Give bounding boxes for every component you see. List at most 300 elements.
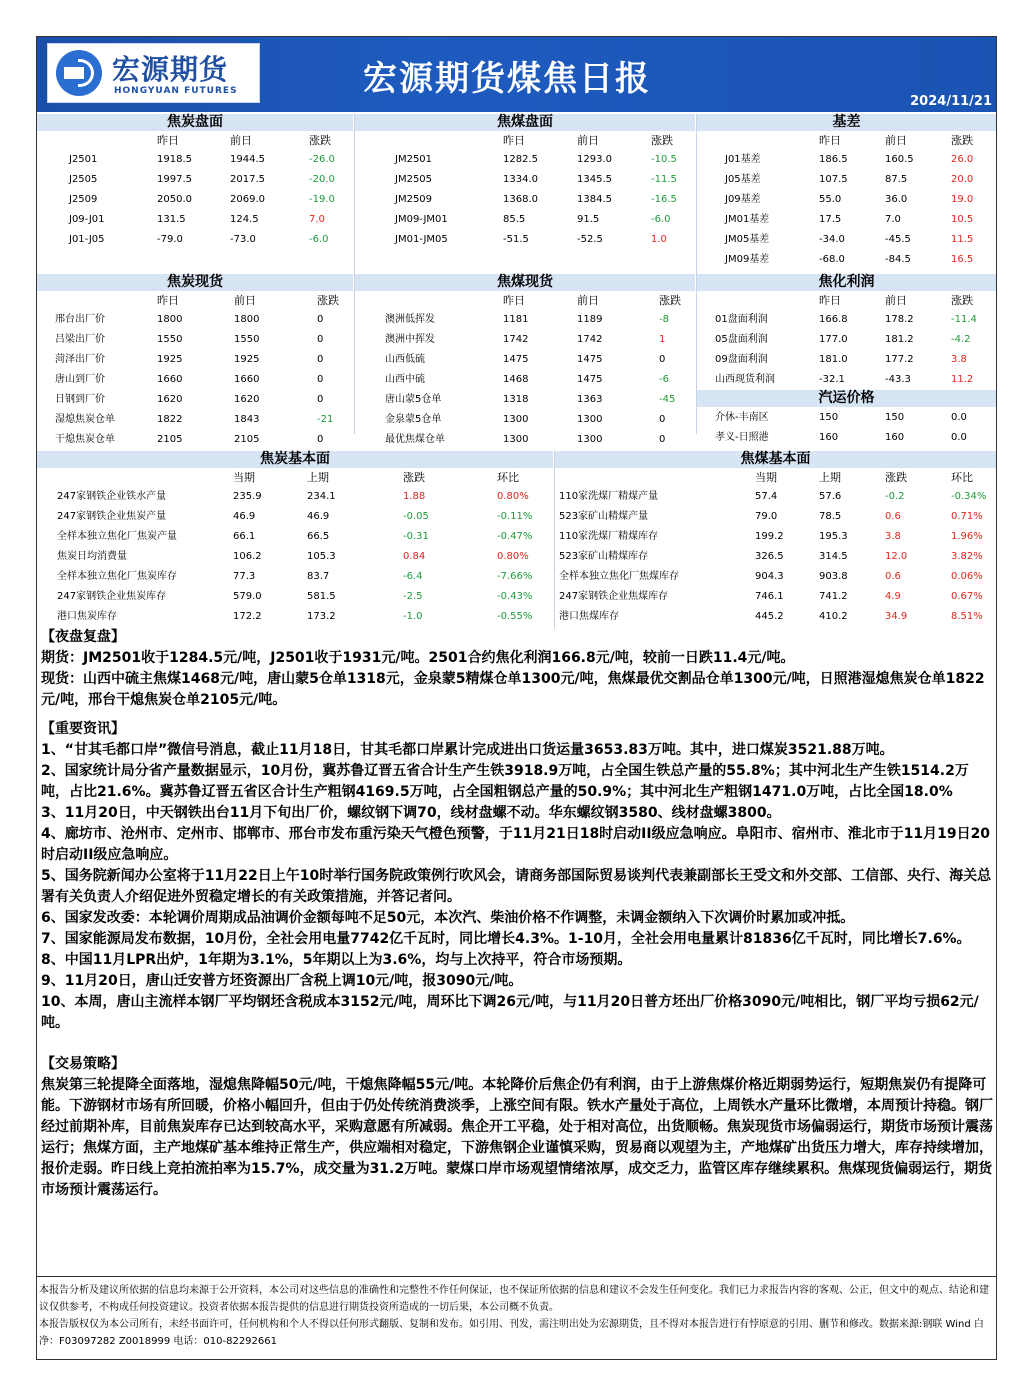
- current-value: 1282.5: [503, 154, 538, 165]
- news-item: 8、中国11月LPR出炉，1年期为3.1%，5年期以上为3.6%，均与上次持平，符合市场预期。: [41, 952, 632, 968]
- percent-change: 8.51%: [951, 611, 983, 622]
- previous-value: 1363: [577, 394, 603, 405]
- news-item: 9、11月20日，唐山迁安普方坯资源出厂含税上调10元/吨，报3090元/吨。: [41, 973, 523, 989]
- current-value: 131.5: [157, 214, 186, 225]
- freight-title: 汽运价格: [697, 390, 996, 408]
- column-header-row: [697, 292, 996, 310]
- previous-value: 36.0: [885, 194, 908, 205]
- previous-value: 1742: [577, 334, 603, 345]
- table-row: [697, 310, 996, 330]
- current-value: -32.1: [819, 374, 845, 385]
- current-value: 1368.0: [503, 194, 538, 205]
- current-value: 235.9: [233, 491, 262, 502]
- news-item: 5、国务院新闻办公室将于11月22日上午10时举行国务院政策例行吹风会，请商务部国际贸易谈判代表兼副部长王受文和外交部、工信部、央行、海关总署有关负责人介绍促进外贸稳定增长的有关政策措施，并答记者问。: [41, 868, 992, 905]
- table-row: [697, 170, 996, 190]
- previous-value: 195.3: [819, 531, 848, 542]
- percent-change: 3.82%: [951, 551, 983, 562]
- current-value: 2105: [157, 434, 183, 445]
- current-value: 46.9: [233, 511, 256, 522]
- row-label: 邢台出厂价: [55, 314, 105, 325]
- column-header: 前日: [577, 134, 599, 147]
- column-header-row: [37, 292, 353, 310]
- table-row: [355, 190, 695, 210]
- previous-value: -52.5: [577, 234, 603, 245]
- row-label: 孝义-日照港: [715, 432, 769, 443]
- row-label: 焦炭日均消费量: [57, 551, 127, 562]
- row-label: 金泉蒙5仓单: [385, 414, 442, 425]
- news-item: 7、国家能源局发布数据，10月份，全社会用电量7742亿千瓦时，同比增长4.3%。1-10月，全社会用电量累计81836亿千瓦时，同比增长7.6%。: [41, 931, 971, 947]
- previous-value: 903.8: [819, 571, 848, 582]
- change-value: 0: [317, 374, 324, 385]
- table-row: [37, 210, 353, 230]
- strategy-title: 【交易策略】: [41, 1056, 125, 1072]
- previous-value: 160: [885, 432, 905, 443]
- column-header-row: [355, 132, 695, 150]
- change-value: -6.0: [309, 234, 329, 245]
- table-row: [355, 410, 695, 430]
- row-label: 全样本独立焦化厂焦炭库存: [57, 571, 177, 582]
- row-label: 菏泽出厂价: [55, 354, 105, 365]
- row-label: J05基差: [725, 174, 761, 185]
- row-label: 唐山到厂价: [55, 374, 105, 385]
- current-value: 1334.0: [503, 174, 538, 185]
- row-label: 港口焦炭库存: [57, 611, 117, 622]
- row-label: 110家洗煤厂精煤库存: [559, 531, 659, 542]
- change-value: 3.8: [951, 354, 967, 365]
- row-label: 最优焦煤仓单: [385, 434, 445, 445]
- column-header-row: [37, 469, 553, 487]
- table-row: [555, 607, 996, 627]
- change-value: 0: [317, 334, 324, 345]
- previous-value: 7.0: [885, 214, 901, 225]
- change-value: -8: [659, 314, 669, 325]
- table-row: [37, 150, 353, 170]
- previous-value: 581.5: [307, 591, 336, 602]
- column-header: 昨日: [819, 134, 841, 147]
- percent-change: 1.96%: [951, 531, 983, 542]
- previous-value: 173.2: [307, 611, 336, 622]
- row-label: JM2505: [395, 174, 433, 185]
- table-row: [697, 210, 996, 230]
- current-value: 107.5: [819, 174, 848, 185]
- column-divider: [354, 114, 355, 434]
- logo-text-en: HONGYUAN FUTURES: [114, 86, 238, 96]
- row-label: 山西中硫: [385, 374, 425, 385]
- column-header: 前日: [885, 134, 907, 147]
- table-row: [37, 370, 353, 390]
- column-header: 涨跌: [309, 134, 331, 147]
- change-value: -6.0: [651, 214, 671, 225]
- column-header: 上期: [307, 471, 329, 484]
- current-value: 177.0: [819, 334, 848, 345]
- table-row: [697, 330, 996, 350]
- percent-change: 0.71%: [951, 511, 983, 522]
- previous-value: 234.1: [307, 491, 336, 502]
- row-label: J09-J01: [69, 214, 105, 225]
- night-review-futures: 期货：JM2501收于1284.5元/吨，J2501收于1931元/吨。2501合约焦化利润166.8元/吨，较前一日跌11.4元/吨。: [41, 650, 795, 666]
- news-item: 10、本周，唐山主流样本钢厂平均钢坯含税成本3152元/吨，周环比下调26元/吨，与11月20日普方坯出厂价格3090元/吨相比，钢厂平均亏损62元/吨。: [41, 994, 979, 1031]
- coke-spot-panel: [37, 274, 353, 450]
- percent-change: -0.11%: [497, 511, 533, 522]
- current-value: -51.5: [503, 234, 529, 245]
- previous-value: 66.5: [307, 531, 330, 542]
- coke-fund-panel: [37, 451, 553, 627]
- column-header: 涨跌: [659, 294, 681, 307]
- row-label: 247家钢铁企业焦炭产量: [57, 511, 167, 522]
- table-row: [697, 350, 996, 370]
- percent-change: 0.06%: [951, 571, 983, 582]
- news-item: 6、国家发改委：本轮调价周期成品油调价金额每吨不足50元，本次汽、柴油价格不作调整，未调金额纳入下次调价时累加或冲抵。: [41, 910, 855, 926]
- table-row: [555, 547, 996, 567]
- coking-profit-title: 焦化利润: [697, 274, 996, 292]
- current-value: -68.0: [819, 254, 845, 265]
- column-header: 昨日: [819, 294, 841, 307]
- row-label: J2509: [69, 194, 98, 205]
- table-row: [37, 567, 553, 587]
- current-value: 55.0: [819, 194, 842, 205]
- change-value: 0: [659, 414, 666, 425]
- previous-value: 150: [885, 412, 905, 423]
- current-value: 57.4: [755, 491, 778, 502]
- table-row: [697, 190, 996, 210]
- row-label: 247家钢铁企业铁水产量: [57, 491, 167, 502]
- previous-value: 1345.5: [577, 174, 612, 185]
- change-value: -6.4: [403, 571, 423, 582]
- column-header: 涨跌: [951, 134, 973, 147]
- coal-futures-panel: [355, 114, 695, 250]
- current-value: 160: [819, 432, 839, 443]
- table-row: [37, 190, 353, 210]
- row-label: 247家钢铁企业焦炭库存: [57, 591, 167, 602]
- table-row: [355, 390, 695, 410]
- table-row: [697, 150, 996, 170]
- current-value: 1620: [157, 394, 183, 405]
- change-value: 0: [659, 354, 666, 365]
- row-label: 523家矿山精煤库存: [559, 551, 649, 562]
- news-item: 4、廊坊市、沧州市、定州市、邯郸市、邢台市发布重污染天气橙色预警，于11月21日18时启动II级应急响应。阜阳市、宿州市、淮北市于11月19日20时启动II级应急响应。: [41, 826, 991, 863]
- current-value: 199.2: [755, 531, 784, 542]
- table-row: [697, 428, 996, 448]
- change-value: 26.0: [951, 154, 974, 165]
- current-value: 66.1: [233, 531, 256, 542]
- row-label: J01基差: [725, 154, 761, 165]
- previous-value: -45.5: [885, 234, 911, 245]
- disclaimer-text: 本报告分析及建议所依据的信息均来源于公开资料，本公司对这些信息的准确性和完整性不作任何保证，也不保证所依据的信息和建议不会发生任何变化。我们已力求报告内容的客观、公正，但文中的观点、结论和建议仅供参考，不构成任何投资建议。投资者依据本报告提供的信息进行期货投资所造成的一切后果，本公司概不负责。: [39, 1285, 989, 1313]
- row-label: JM01-JM05: [395, 234, 448, 245]
- percent-change: 0.67%: [951, 591, 983, 602]
- row-label: JM05基差: [725, 234, 770, 245]
- column-divider: [554, 451, 555, 629]
- table-row: [355, 170, 695, 190]
- change-value: 3.8: [885, 531, 901, 542]
- column-header: 昨日: [157, 134, 179, 147]
- row-label: 05盘面利润: [715, 334, 768, 345]
- row-label: 湿熄焦炭仓单: [55, 414, 115, 425]
- previous-value: 1843: [234, 414, 260, 425]
- change-value: -4.2: [951, 334, 971, 345]
- change-value: 16.5: [951, 254, 974, 265]
- change-value: -45: [659, 394, 676, 405]
- previous-value: 57.6: [819, 491, 842, 502]
- table-row: [555, 507, 996, 527]
- current-value: 166.8: [819, 314, 848, 325]
- percent-change: -0.47%: [497, 531, 533, 542]
- change-value: 34.9: [885, 611, 908, 622]
- current-value: 326.5: [755, 551, 784, 562]
- table-row: [37, 230, 353, 250]
- column-header-row: [37, 132, 353, 150]
- previous-value: 1550: [234, 334, 260, 345]
- table-row: [555, 587, 996, 607]
- table-row: [37, 547, 553, 567]
- change-value: 0.0: [951, 432, 967, 443]
- previous-value: 1475: [577, 374, 603, 385]
- column-header-row: [697, 132, 996, 150]
- current-value: 445.2: [755, 611, 784, 622]
- table-row: [555, 527, 996, 547]
- column-header: 上期: [819, 471, 841, 484]
- change-value: 0: [659, 434, 666, 445]
- current-value: 1300: [503, 434, 529, 445]
- report-title: 宏源期货煤焦日报: [363, 59, 651, 99]
- table-row: [355, 150, 695, 170]
- previous-value: 46.9: [307, 511, 330, 522]
- table-row: [555, 567, 996, 587]
- coke-spot-title: 焦炭现货: [37, 274, 353, 292]
- row-label: JM09基差: [725, 254, 770, 265]
- table-row: [37, 330, 353, 350]
- previous-value: 2105: [234, 434, 260, 445]
- change-value: -16.5: [651, 194, 677, 205]
- news-item: 1、“甘其毛都口岸”微信号消息，截止11月18日，甘其毛都口岸累计完成进出口货运量3653.83万吨。其中，进口煤炭3521.88万吨。: [41, 742, 894, 758]
- row-label: 01盘面利润: [715, 314, 768, 325]
- previous-value: 91.5: [577, 214, 600, 225]
- change-value: -21: [317, 414, 334, 425]
- change-value: -11.4: [951, 314, 977, 325]
- current-value: 904.3: [755, 571, 784, 582]
- change-value: -0.05: [403, 511, 429, 522]
- column-header: 涨跌: [885, 471, 907, 484]
- change-value: -6: [659, 374, 669, 385]
- percent-change: 0.80%: [497, 491, 529, 502]
- night-review-spot: 现货：山西中硫主焦煤1468元/吨，唐山蒙5仓单1318元，金泉蒙5精煤仓单1300元/吨，焦煤最优交割品仓单1300元/吨，日照港湿熄焦炭仓单1822元/吨，邢台干熄焦炭仓单2105元/吨。: [41, 671, 985, 708]
- change-value: 20.0: [951, 174, 974, 185]
- night-review-title: 【夜盘复盘】: [41, 629, 125, 645]
- previous-value: 1925: [234, 354, 260, 365]
- table-row: [355, 230, 695, 250]
- change-value: 1: [659, 334, 666, 345]
- change-value: 0: [317, 394, 324, 405]
- previous-value: 105.3: [307, 551, 336, 562]
- previous-value: 741.2: [819, 591, 848, 602]
- table-row: [37, 430, 353, 450]
- change-value: -20.0: [309, 174, 335, 185]
- change-value: 4.9: [885, 591, 901, 602]
- previous-value: 1620: [234, 394, 260, 405]
- basis-panel: [697, 114, 996, 270]
- report-header: [37, 37, 996, 112]
- table-row: [37, 350, 353, 370]
- previous-value: 2017.5: [230, 174, 265, 185]
- row-label: J01-J05: [69, 234, 105, 245]
- change-value: 0: [317, 354, 324, 365]
- commentary: [41, 627, 993, 1201]
- current-value: 17.5: [819, 214, 842, 225]
- column-header: 涨跌: [317, 294, 339, 307]
- previous-value: 78.5: [819, 511, 842, 522]
- previous-value: -73.0: [230, 234, 256, 245]
- change-value: -10.5: [651, 154, 677, 165]
- previous-value: 1800: [234, 314, 260, 325]
- change-value: 0: [317, 314, 324, 325]
- row-label: JM2501: [395, 154, 433, 165]
- previous-value: -43.3: [885, 374, 911, 385]
- table-row: [355, 430, 695, 450]
- row-label: 全样本独立焦化厂焦煤库存: [559, 571, 679, 582]
- table-row: [37, 587, 553, 607]
- column-header: 涨跌: [403, 471, 425, 484]
- freight-panel: [697, 390, 996, 448]
- column-header: 昨日: [503, 134, 525, 147]
- percent-change: -0.55%: [497, 611, 533, 622]
- current-value: 150: [819, 412, 839, 423]
- table-row: [555, 487, 996, 507]
- row-label: 日钢到厂价: [55, 394, 105, 405]
- previous-value: 1189: [577, 314, 603, 325]
- column-header: 涨跌: [951, 294, 973, 307]
- row-label: 唐山蒙5仓单: [385, 394, 442, 405]
- previous-value: 177.2: [885, 354, 914, 365]
- column-header-row: [355, 292, 695, 310]
- table-row: [697, 230, 996, 250]
- previous-value: 1300: [577, 434, 603, 445]
- row-label: 110家洗煤厂精煤产量: [559, 491, 659, 502]
- change-value: 1.0: [651, 234, 667, 245]
- current-value: 79.0: [755, 511, 778, 522]
- coal-spot-panel: [355, 274, 695, 450]
- change-value: -11.5: [651, 174, 677, 185]
- row-label: 山西低硫: [385, 354, 425, 365]
- change-value: 19.0: [951, 194, 974, 205]
- change-value: 0.6: [885, 571, 901, 582]
- current-value: 1925: [157, 354, 183, 365]
- row-label: 介休-丰南区: [715, 412, 769, 423]
- row-label: 山西现货利润: [715, 374, 775, 385]
- previous-value: 410.2: [819, 611, 848, 622]
- change-value: -0.2: [885, 491, 905, 502]
- column-header: 涨跌: [651, 134, 673, 147]
- column-header: 前日: [230, 134, 252, 147]
- coal-futures-title: 焦煤盘面: [355, 114, 695, 132]
- change-value: 7.0: [309, 214, 325, 225]
- table-row: [355, 350, 695, 370]
- coal-spot-title: 焦煤现货: [355, 274, 695, 292]
- table-row: [355, 370, 695, 390]
- row-label: 523家矿山精煤产量: [559, 511, 649, 522]
- change-value: 0.84: [403, 551, 426, 562]
- column-header: 前日: [577, 294, 599, 307]
- table-row: [37, 170, 353, 190]
- row-label: JM2509: [395, 194, 433, 205]
- logo-text-cn: 宏源期货: [112, 53, 229, 86]
- change-value: 10.5: [951, 214, 974, 225]
- current-value: 1318: [503, 394, 529, 405]
- table-row: [37, 487, 553, 507]
- row-label: JM01基差: [725, 214, 770, 225]
- current-value: 181.0: [819, 354, 848, 365]
- current-value: 172.2: [233, 611, 262, 622]
- coke-futures-panel: [37, 114, 353, 250]
- table-row: [355, 310, 695, 330]
- column-header: 昨日: [157, 294, 179, 307]
- previous-value: 87.5: [885, 174, 908, 185]
- current-value: 1550: [157, 334, 183, 345]
- current-value: 106.2: [233, 551, 262, 562]
- current-value: 579.0: [233, 591, 262, 602]
- table-row: [37, 390, 353, 410]
- coke-fund-title: 焦炭基本面: [37, 451, 553, 469]
- change-value: -0.31: [403, 531, 429, 542]
- table-row: [697, 408, 996, 428]
- row-label: 09盘面利润: [715, 354, 768, 365]
- previous-value: 2069.0: [230, 194, 265, 205]
- current-value: 77.3: [233, 571, 256, 582]
- footer-divider: [37, 1276, 996, 1277]
- column-header-row: [555, 469, 996, 487]
- copyright-text: 本报告版权仅为本公司所有，未经书面许可，任何机构和个人不得以任何形式翻版、复制和发布。如引用、刊发，需注明出处为宏源期货，且不得对本报告进行有悖原意的引用、删节和修改。数据来源:钢联 Wind 白净：F03097282 Z0018999 电话：010-82292661: [39, 1319, 984, 1347]
- row-label: 干熄焦炭仓单: [55, 434, 115, 445]
- row-label: 247家钢铁企业焦煤库存: [559, 591, 669, 602]
- row-label: 吕梁出厂价: [55, 334, 105, 345]
- percent-change: -0.34%: [951, 491, 987, 502]
- current-value: 1997.5: [157, 174, 192, 185]
- table-row: [355, 210, 695, 230]
- coke-futures-title: 焦炭盘面: [37, 114, 353, 132]
- logo-emblem-icon: [56, 50, 102, 96]
- change-value: 12.0: [885, 551, 908, 562]
- table-row: [355, 330, 695, 350]
- current-value: 1475: [503, 354, 529, 365]
- column-header: 环比: [951, 471, 973, 484]
- previous-value: 83.7: [307, 571, 330, 582]
- change-value: 0.6: [885, 511, 901, 522]
- table-row: [37, 527, 553, 547]
- current-value: 1822: [157, 414, 183, 425]
- previous-value: 1944.5: [230, 154, 265, 165]
- row-label: 澳洲低挥发: [385, 314, 435, 325]
- current-value: 1660: [157, 374, 183, 385]
- company-logo: [47, 43, 260, 103]
- coal-fund-title: 焦煤基本面: [555, 451, 996, 469]
- column-divider: [696, 114, 697, 434]
- current-value: 85.5: [503, 214, 526, 225]
- row-label: 港口焦煤库存: [559, 611, 619, 622]
- column-header: 当期: [755, 471, 777, 484]
- change-value: -26.0: [309, 154, 335, 165]
- previous-value: 178.2: [885, 314, 914, 325]
- current-value: -79.0: [157, 234, 183, 245]
- table-row: [697, 250, 996, 270]
- previous-value: 1293.0: [577, 154, 612, 165]
- column-header: 昨日: [503, 294, 525, 307]
- previous-value: 160.5: [885, 154, 914, 165]
- column-header: 环比: [497, 471, 519, 484]
- column-header: 前日: [234, 294, 256, 307]
- change-value: 11.2: [951, 374, 974, 385]
- row-label: J09基差: [725, 194, 761, 205]
- news-item: 2、国家统计局分省产量数据显示，10月份，冀苏鲁辽晋五省合计生产生铁3918.9万吨，占全国生铁总产量的55.8%；其中河北生产生铁1514.2万吨，占比21.6%。冀苏鲁辽晋五省区合计生产粗钢4169.5万吨，占全国粗钢总产量的50.9%；其中河北生产粗钢1471.0万吨，占比全国18.0%: [41, 763, 969, 800]
- change-value: 0.0: [951, 412, 967, 423]
